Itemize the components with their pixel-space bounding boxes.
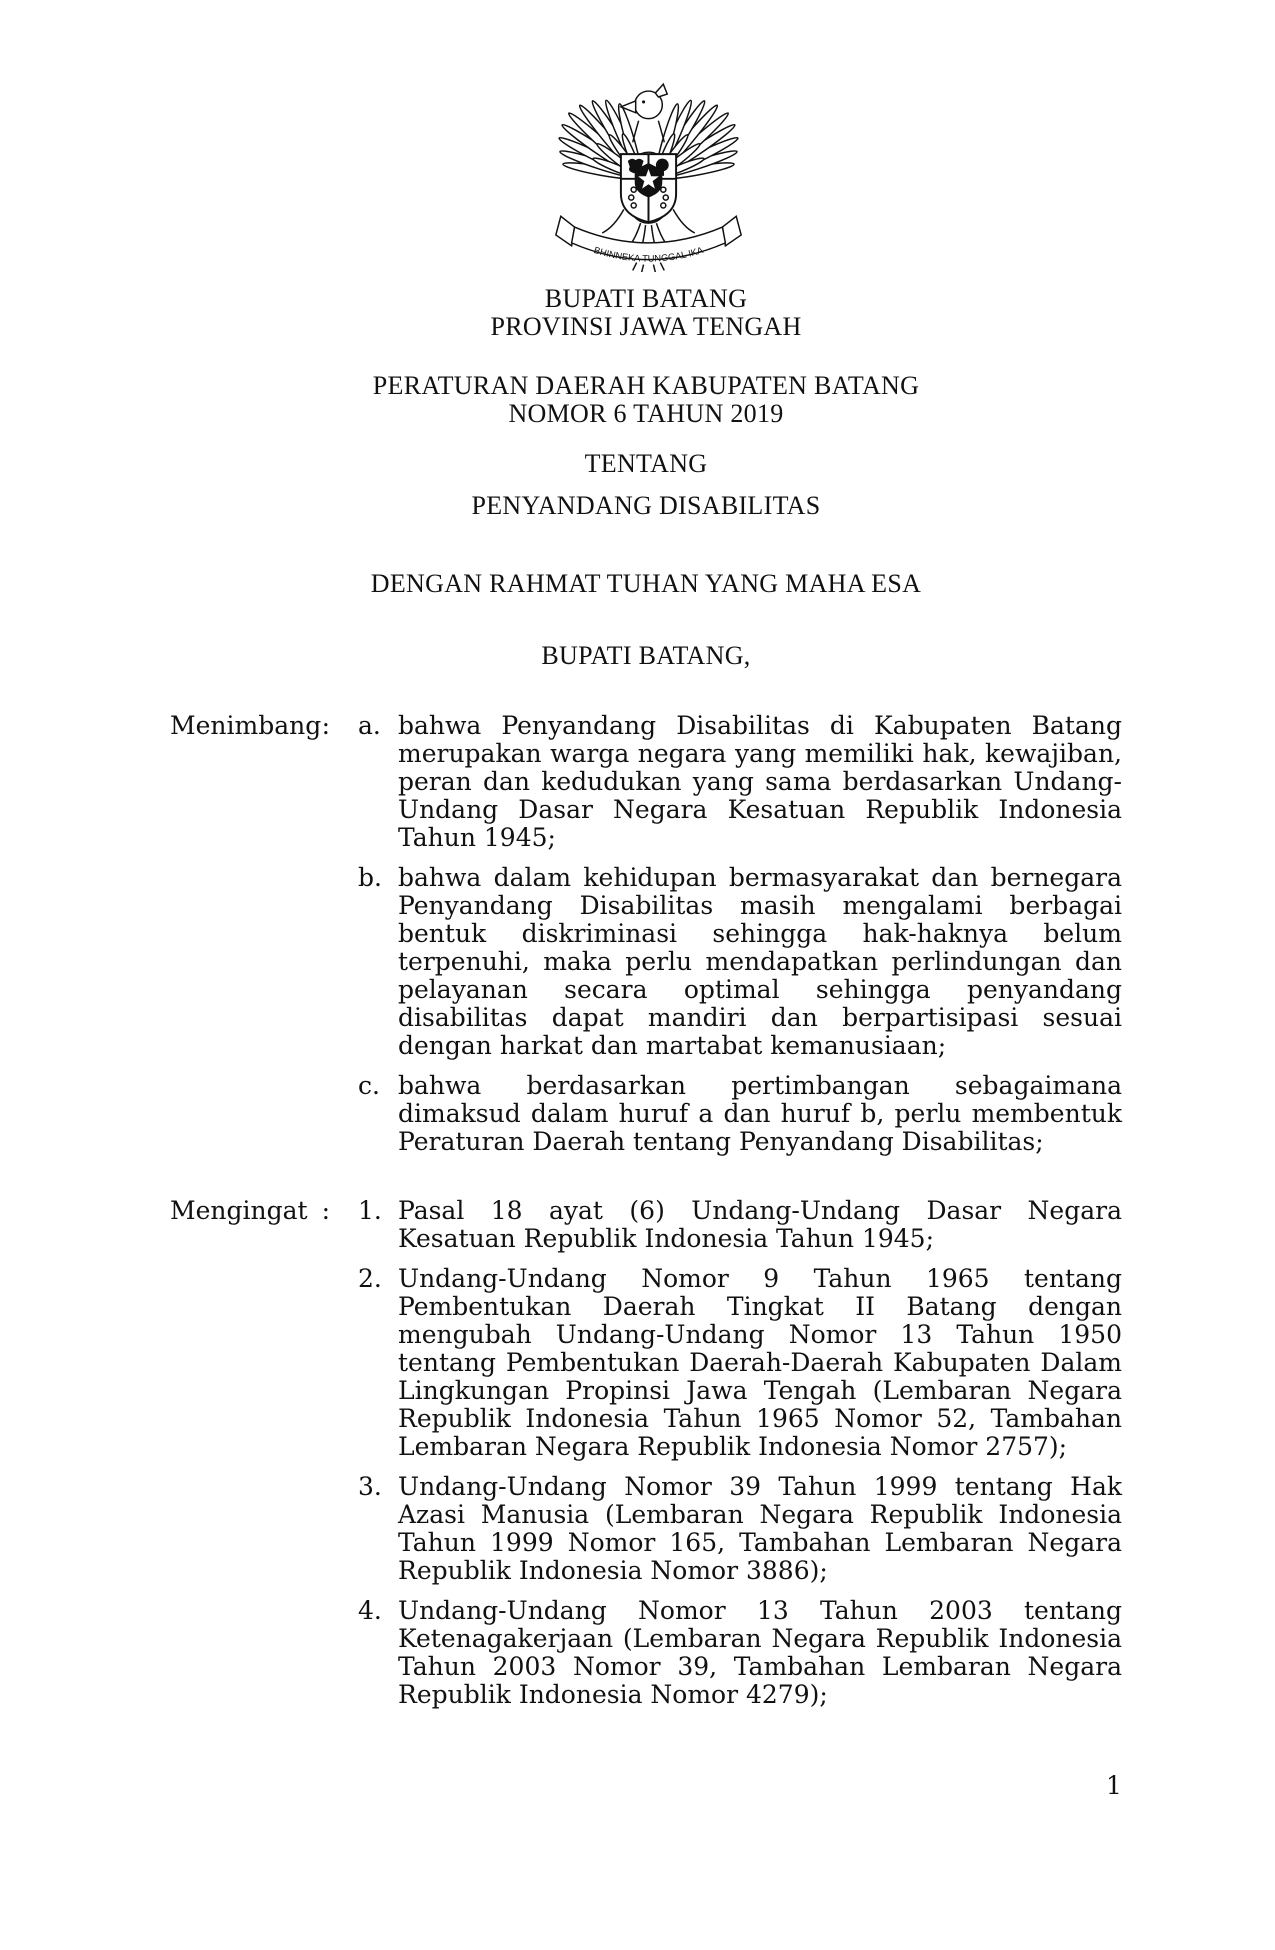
item-text: Undang-Undang Nomor 13 Tahun 2003 tentang Ketenagakerjaan (Lembaran Negara Republik Indonesia Tahun 2003 Nomor 39, Tambahan Lembaran Negara Republik Indonesia Nomor 4279);: [398, 1596, 1122, 1709]
garuda-pancasila-icon: [545, 58, 752, 272]
menimbang-colon: :: [321, 711, 330, 740]
menimbang-item-a: [358, 712, 1122, 852]
regulation-title: [170, 372, 1122, 428]
emblem-container: [545, 58, 752, 272]
item-marker: 3.: [358, 1472, 382, 1501]
letterhead-line1: BUPATI BATANG: [544, 284, 748, 313]
item-marker: b.: [358, 863, 382, 892]
menimbang-item-c: [358, 1072, 1122, 1156]
invocation-line: DENGAN RAHMAT TUHAN YANG MAHA ESA: [370, 569, 922, 598]
item-text: bahwa dalam kehidupan bermasyarakat dan bernegara Penyandang Disabilitas masih mengalami berbagai bentuk diskriminasi sehingga hak-haknya belum terpenuhi, maka perlu mendapatkan perlindungan dan pelayanan secara optimal sehingga penyandang disabilitas dapat mandiri dan berpartisipasi sesuai dengan harkat dan martabat kemanusiaan;: [398, 863, 1122, 1060]
mengingat-section: [170, 1197, 1122, 1709]
subject-heading: PENYANDANG DISABILITAS: [471, 491, 821, 520]
regulation-title-line1: PERATURAN DAERAH KABUPATEN BATANG: [372, 371, 920, 400]
menimbang-item-b: [358, 864, 1122, 1060]
mengingat-label-text: Mengingat: [170, 1196, 308, 1225]
regulation-title-line2: NOMOR 6 TAHUN 2019: [508, 399, 784, 428]
item-marker: a.: [358, 711, 381, 740]
menimbang-section: [170, 712, 1122, 1156]
mengingat-items: [358, 1197, 1122, 1709]
emblem-motto-text: BHINNEKA TUNGGAL IKA: [592, 245, 705, 264]
item-text: Pasal 18 ayat (6) Undang-Undang Dasar Negara Kesatuan Republik Indonesia Tahun 1945;: [398, 1196, 1122, 1253]
item-text: bahwa berdasarkan pertimbangan sebagaimana dimaksud dalam huruf a dan huruf b, perlu membentuk Peraturan Daerah tentang Penyandang Disabilitas;: [398, 1071, 1122, 1156]
mengingat-item-1: [358, 1197, 1122, 1253]
page-number: 1: [1106, 1771, 1122, 1800]
issuer-line: BUPATI BATANG,: [541, 641, 751, 670]
item-marker: 1.: [358, 1196, 382, 1225]
mengingat-label: [170, 1197, 330, 1225]
item-text: bahwa Penyandang Disabilitas di Kabupaten Batang merupakan warga negara yang memiliki hak, kewajiban, peran dan kedudukan yang sama berdasarkan Undang-Undang Dasar Negara Kesatuan Republik Indonesia Tahun 1945;: [398, 711, 1122, 852]
item-marker: c.: [358, 1071, 380, 1100]
tentang-heading: TENTANG: [584, 449, 708, 478]
letterhead: [170, 285, 1122, 341]
menimbang-label-text: Menimbang: [170, 711, 322, 740]
menimbang-label: [170, 712, 330, 740]
mengingat-item-4: [358, 1597, 1122, 1709]
mengingat-colon: :: [321, 1196, 330, 1225]
item-text: Undang-Undang Nomor 9 Tahun 1965 tentang Pembentukan Daerah Tingkat II Batang dengan mengubah Undang-Undang Nomor 13 Tahun 1950 tentang Pembentukan Daerah-Daerah Kabupaten Dalam Lingkungan Propinsi Jawa Tengah (Lembaran Negara Republik Indonesia Tahun 1965 Nomor 52, Tambahan Lembaran Negara Republik Indonesia Nomor 2757);: [398, 1264, 1122, 1461]
menimbang-items: [358, 712, 1122, 1156]
item-marker: 4.: [358, 1596, 382, 1625]
item-text: Undang-Undang Nomor 39 Tahun 1999 tentang Hak Azasi Manusia (Lembaran Negara Republik Indonesia Tahun 1999 Nomor 165, Tambahan Lembaran Negara Republik Indonesia Nomor 3886);: [398, 1472, 1122, 1585]
item-marker: 2.: [358, 1264, 382, 1293]
letterhead-line2: PROVINSI JAWA TENGAH: [490, 312, 802, 341]
mengingat-item-3: [358, 1473, 1122, 1585]
mengingat-item-2: [358, 1265, 1122, 1461]
